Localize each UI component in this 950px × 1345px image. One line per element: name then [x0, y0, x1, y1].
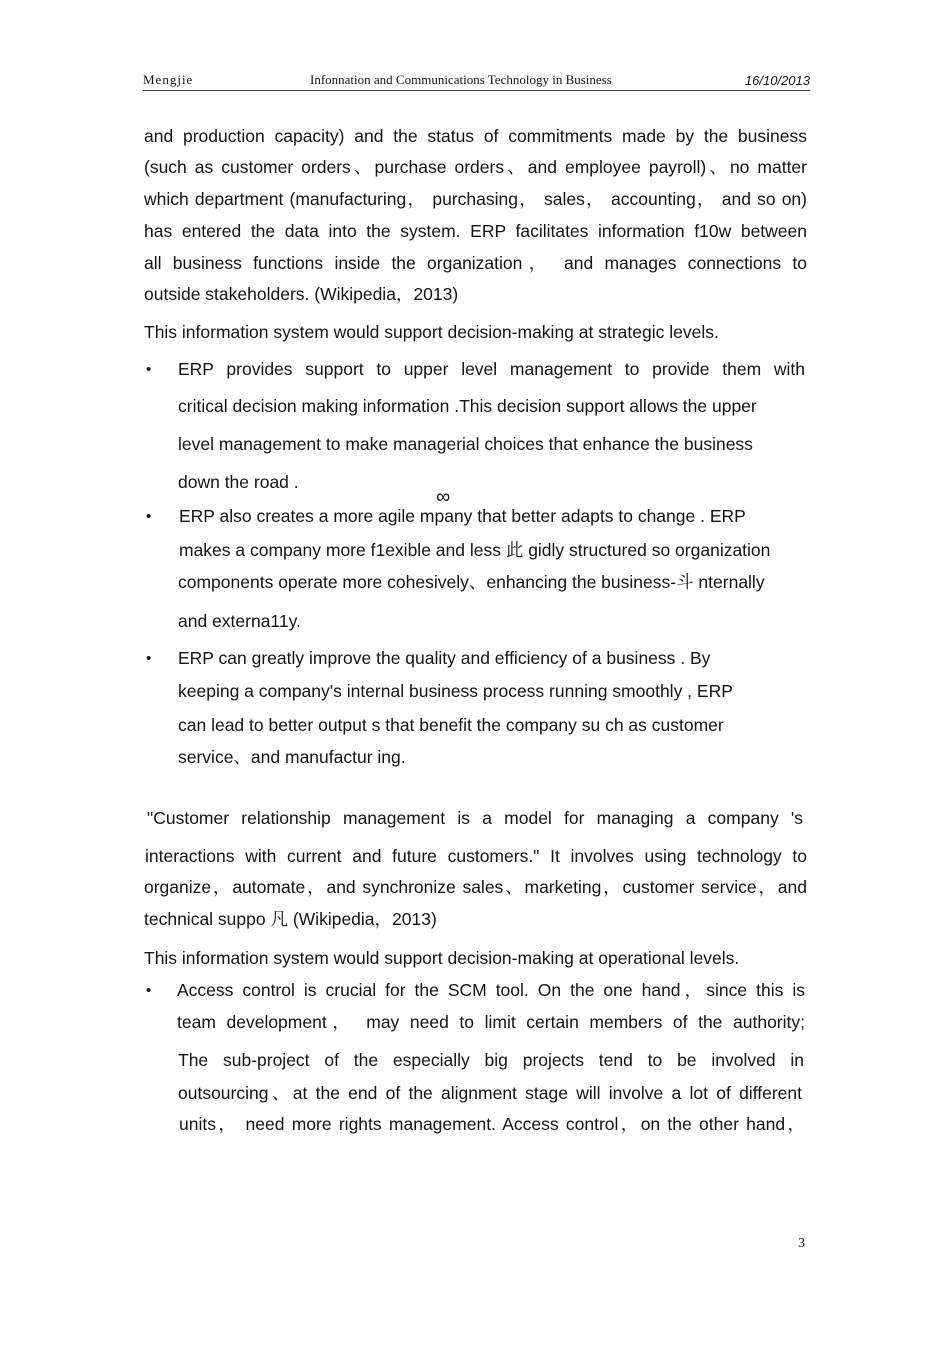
bullet-line: Access control is crucial for the SCM tool. On the one hand，since this is	[177, 980, 805, 1000]
support-statement: This information system would support decision-making at operational levels.	[144, 948, 740, 968]
bullet-marker: •	[146, 361, 152, 378]
bullet-marker: •	[146, 982, 152, 999]
header-date: 16/10/2013	[744, 73, 810, 88]
infinity-symbol: ∞	[436, 486, 451, 508]
paragraph-line: outside stakeholders. (Wikipedia，2013)	[144, 284, 459, 304]
bullet-line: ERP can greatly improve the quality and efficiency of a business . By	[178, 648, 711, 668]
bullet-line: ERP also creates a more agile mpany that better adapts to change . ERP	[179, 506, 746, 526]
paragraph-line: technical suppo 凡 (Wikipedia，2013)	[144, 909, 437, 929]
bullet-line: critical decision making information .This decision support allows the upper	[178, 396, 757, 416]
bullet-marker: •	[146, 508, 152, 525]
paragraph-line: which department (manufacturing， purchasing， sales， accounting， and so on)	[144, 189, 807, 209]
paragraph-line: has entered the data into the system. ERP facilitates information f10w between	[144, 221, 807, 241]
bullet-line: The sub-project of the especially big projects tend to be involved in	[178, 1050, 804, 1070]
support-statement: This information system would support decision-making at strategic levels.	[144, 322, 719, 342]
bullet-line: service、and manufactur ing.	[178, 747, 406, 767]
bullet-line: and externa11y.	[178, 611, 301, 631]
paragraph-line: all business functions inside the organization， and manages connections to	[144, 253, 807, 273]
bullet-line: makes a company more f1exible and less 此 gidly structured so organization	[179, 540, 771, 560]
paragraph-line: and production capacity) and the status of commitments made by the business	[144, 126, 807, 146]
paragraph-line: organize，automate，and synchronize sales、marketing，customer service，and	[144, 877, 807, 897]
header-title: Infonnation and Communications Technology in Business	[310, 72, 612, 87]
bullet-line: team development， may need to limit certain members of the authority;	[177, 1012, 805, 1032]
bullet-line: level management to make managerial choices that enhance the business	[178, 434, 753, 454]
bullet-line: units， need more rights management. Access control，on the other hand，	[179, 1114, 805, 1134]
bullet-marker: •	[146, 650, 152, 667]
paragraph-line: interactions with current and future customers." It involves using technology to	[145, 846, 807, 866]
page-number: 3	[798, 1236, 805, 1251]
bullet-line: can lead to better output s that benefit the company su ch as customer	[178, 715, 724, 735]
bullet-line: ERP provides support to upper level management to provide them with	[178, 359, 805, 379]
page-header	[143, 70, 810, 91]
bullet-line: components operate more cohesively、enhancing the business-斗 nternally	[178, 572, 765, 592]
bullet-line: down the road .	[178, 472, 299, 492]
bullet-line: keeping a company's internal business process running smoothly , ERP	[178, 681, 733, 701]
paragraph-line: "Customer relationship management is a model for managing a company 's	[147, 808, 803, 828]
header-author: Mengjie	[143, 72, 194, 87]
paragraph-line: (such as customer orders、purchase orders、and employee payroll)、no matter	[144, 157, 807, 177]
bullet-line: outsourcing、at the end of the alignment stage will involve a lot of different	[178, 1083, 802, 1103]
